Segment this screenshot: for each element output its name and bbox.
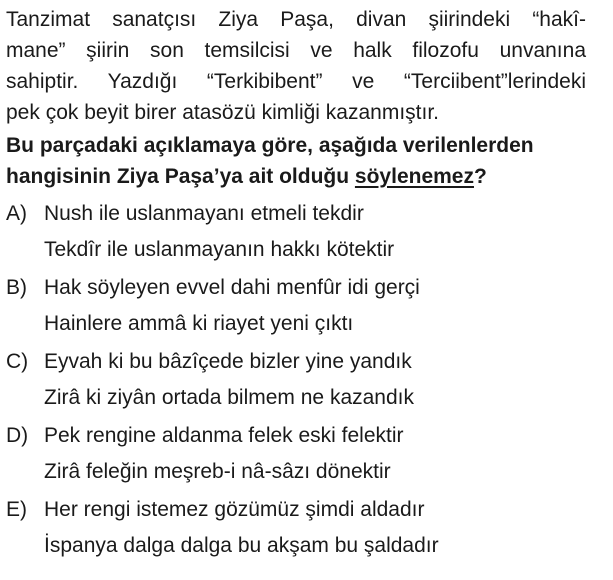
option-d[interactable]	[6, 418, 586, 490]
option-verse-1: Hak söyleyen evvel dahi menfûr idi gerçi	[44, 276, 420, 299]
option-letter: D)	[6, 424, 29, 447]
option-c[interactable]	[6, 344, 586, 416]
question-page	[6, 4, 586, 566]
passage-line: mane” şiirin son temsilcisi ve halk filozofu unvanına	[6, 39, 586, 62]
option-a[interactable]	[6, 196, 586, 268]
option-verses	[44, 196, 586, 268]
option-verse-2: Zirâ ki ziyân ortada bilmem ne kazandık	[44, 386, 414, 409]
option-letter: A)	[6, 202, 27, 225]
option-b[interactable]	[6, 270, 586, 342]
option-verses	[44, 344, 586, 416]
option-verse-1: Eyvah ki bu bâzîçede bizler yine yandık	[44, 350, 412, 373]
option-verse-2: Zirâ feleğin meşreb-i nâ-sâzı dönektir	[44, 460, 391, 483]
option-verse-1: Nush ile uslanmayanı etmeli tekdir	[44, 202, 364, 225]
option-e[interactable]	[6, 492, 586, 564]
option-verses	[44, 270, 586, 342]
option-verses	[44, 418, 586, 490]
question-mark: ?	[473, 165, 487, 188]
passage-line: sahiptir. Yazdığı “Terkibibent” ve “Terciibent”lerindeki	[6, 70, 586, 93]
question-negative-keyword: söylenemez	[354, 165, 474, 188]
passage-text	[6, 4, 586, 128]
option-verse-2: İspanya dalga dalga bu akşam bu şaldadır	[44, 534, 439, 557]
question-stem	[6, 130, 586, 192]
option-verse-1: Pek rengine aldanma felek eski felektir	[44, 424, 404, 447]
answer-options	[6, 196, 586, 564]
question-line-1: Bu parçadaki açıklamaya göre, aşağıda verilenlerden	[6, 134, 534, 157]
passage-line: pek çok beyit birer atasözü kimliği kazanmıştır.	[6, 101, 440, 124]
option-verse-2: Tekdîr ile uslanmayanın hakkı kötektir	[44, 238, 395, 261]
question-line-2-prefix: hangisinin Ziya Paşa’ya ait olduğu	[6, 165, 355, 188]
option-letter: E)	[6, 498, 27, 521]
option-letter: C)	[6, 350, 29, 373]
option-verse-1: Her rengi istemez gözümüz şimdi aldadır	[44, 498, 425, 521]
option-verses	[44, 492, 586, 564]
passage-line: Tanzimat sanatçısı Ziya Paşa, divan şiirindeki “hakî-	[6, 8, 586, 31]
option-letter: B)	[6, 276, 27, 299]
option-verse-2: Hainlere ammâ ki riayet yeni çıktı	[44, 312, 354, 335]
